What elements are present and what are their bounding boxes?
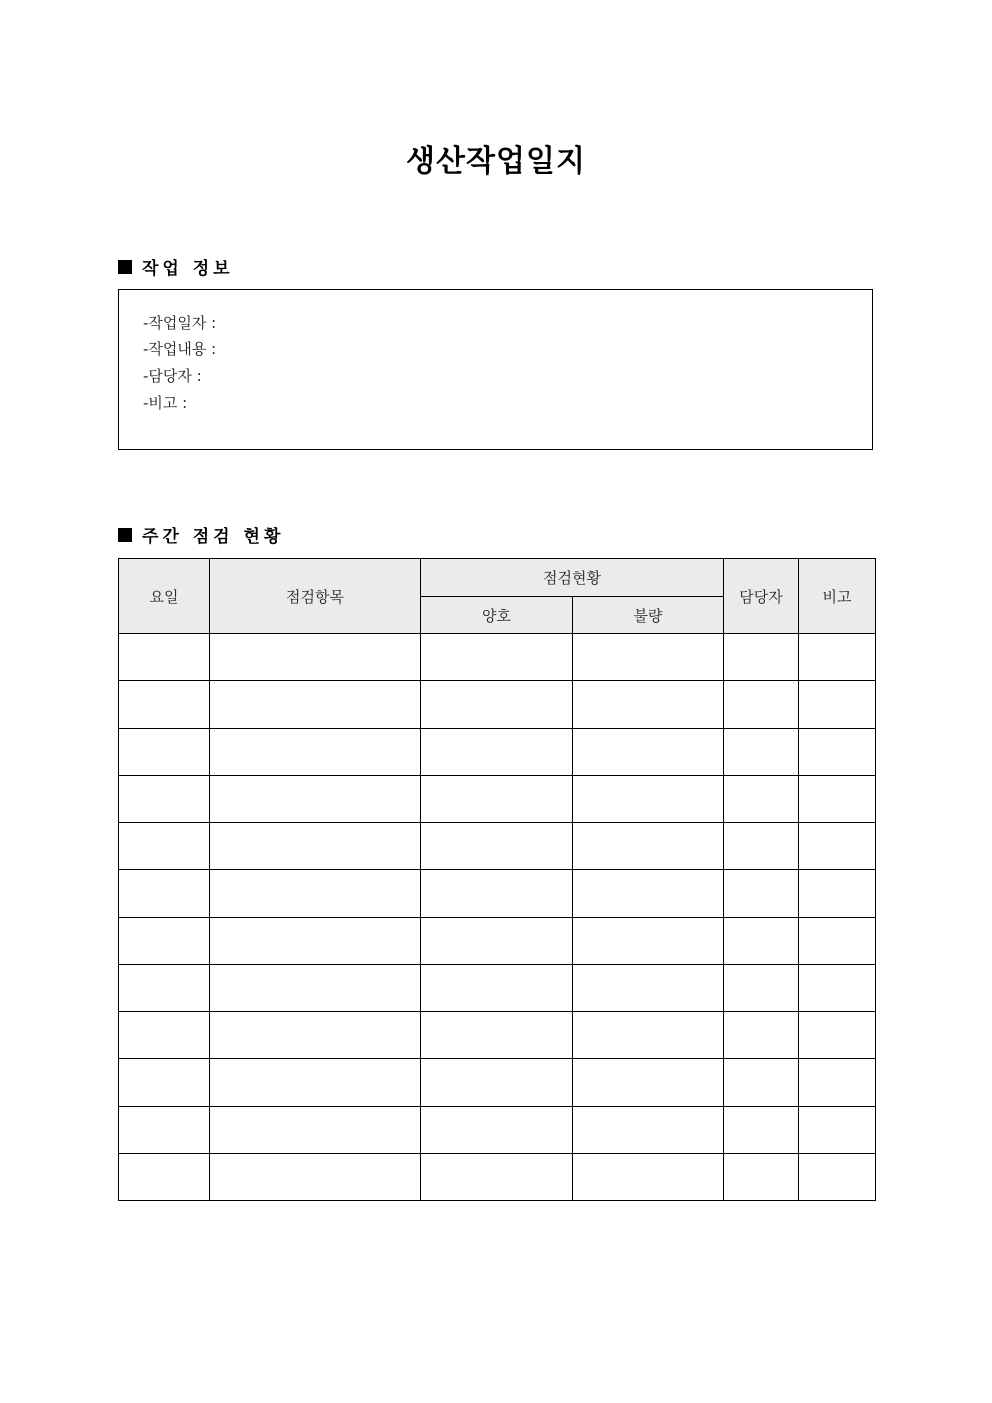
cell-remarks[interactable] <box>799 1059 876 1106</box>
cell-manager[interactable] <box>724 1106 799 1153</box>
cell-remarks[interactable] <box>799 870 876 917</box>
weekly-check-table <box>118 558 876 1201</box>
cell-check-item[interactable] <box>210 1106 421 1153</box>
column-header-bad: 불량 <box>573 597 724 634</box>
column-header-good: 양호 <box>421 597 573 634</box>
section-heading-work-info <box>118 254 234 279</box>
cell-bad[interactable] <box>573 775 724 822</box>
column-header-check-item: 점검항목 <box>210 559 421 634</box>
cell-good[interactable] <box>421 1012 573 1059</box>
cell-bad[interactable] <box>573 634 724 681</box>
cell-good[interactable] <box>421 634 573 681</box>
cell-good[interactable] <box>421 681 573 728</box>
cell-check-item[interactable] <box>210 870 421 917</box>
column-header-day: 요일 <box>119 559 210 634</box>
cell-check-item[interactable] <box>210 823 421 870</box>
column-header-manager: 담당자 <box>724 559 799 634</box>
cell-check-item[interactable] <box>210 1059 421 1106</box>
cell-bad[interactable] <box>573 728 724 775</box>
column-header-check-status: 점검현황 <box>421 559 724 597</box>
cell-manager[interactable] <box>724 1153 799 1200</box>
cell-remarks[interactable] <box>799 775 876 822</box>
field-remarks[interactable]: -비고 : <box>143 394 188 412</box>
cell-remarks[interactable] <box>799 634 876 681</box>
cell-good[interactable] <box>421 870 573 917</box>
table-row <box>119 728 876 775</box>
cell-manager[interactable] <box>724 823 799 870</box>
cell-day[interactable] <box>119 1059 210 1106</box>
cell-day[interactable] <box>119 681 210 728</box>
cell-check-item[interactable] <box>210 728 421 775</box>
table-row <box>119 1059 876 1106</box>
section-heading-text: 주간 점검 현황 <box>142 527 285 547</box>
table-row <box>119 775 876 822</box>
table-row <box>119 823 876 870</box>
field-manager[interactable]: -담당자 : <box>143 367 202 385</box>
column-header-remarks: 비고 <box>799 559 876 634</box>
cell-bad[interactable] <box>573 1106 724 1153</box>
cell-bad[interactable] <box>573 681 724 728</box>
section-heading-text: 작업 정보 <box>142 259 234 279</box>
cell-manager[interactable] <box>724 964 799 1011</box>
cell-bad[interactable] <box>573 1059 724 1106</box>
cell-remarks[interactable] <box>799 681 876 728</box>
cell-day[interactable] <box>119 1012 210 1059</box>
cell-remarks[interactable] <box>799 1012 876 1059</box>
cell-day[interactable] <box>119 775 210 822</box>
page-title: 생산작업일지 <box>406 144 586 179</box>
cell-check-item[interactable] <box>210 775 421 822</box>
cell-check-item[interactable] <box>210 634 421 681</box>
cell-day[interactable] <box>119 823 210 870</box>
section-heading-weekly-check <box>118 522 284 547</box>
cell-good[interactable] <box>421 823 573 870</box>
cell-remarks[interactable] <box>799 917 876 964</box>
field-work-content[interactable]: -작업내용 : <box>143 340 217 358</box>
cell-bad[interactable] <box>573 917 724 964</box>
cell-manager[interactable] <box>724 728 799 775</box>
table-row <box>119 634 876 681</box>
cell-day[interactable] <box>119 870 210 917</box>
cell-good[interactable] <box>421 964 573 1011</box>
cell-manager[interactable] <box>724 1012 799 1059</box>
cell-check-item[interactable] <box>210 1012 421 1059</box>
cell-remarks[interactable] <box>799 1153 876 1200</box>
cell-manager[interactable] <box>724 681 799 728</box>
cell-day[interactable] <box>119 728 210 775</box>
cell-manager[interactable] <box>724 634 799 681</box>
cell-good[interactable] <box>421 728 573 775</box>
cell-good[interactable] <box>421 1106 573 1153</box>
cell-bad[interactable] <box>573 870 724 917</box>
cell-check-item[interactable] <box>210 681 421 728</box>
cell-remarks[interactable] <box>799 728 876 775</box>
cell-manager[interactable] <box>724 775 799 822</box>
square-bullet-icon <box>118 260 132 274</box>
cell-day[interactable] <box>119 917 210 964</box>
cell-check-item[interactable] <box>210 917 421 964</box>
table-row <box>119 681 876 728</box>
cell-remarks[interactable] <box>799 823 876 870</box>
cell-manager[interactable] <box>724 870 799 917</box>
cell-manager[interactable] <box>724 1059 799 1106</box>
table-row <box>119 964 876 1011</box>
cell-bad[interactable] <box>573 1012 724 1059</box>
cell-day[interactable] <box>119 634 210 681</box>
cell-good[interactable] <box>421 1059 573 1106</box>
table-row <box>119 917 876 964</box>
cell-day[interactable] <box>119 1153 210 1200</box>
cell-good[interactable] <box>421 917 573 964</box>
table-row <box>119 1153 876 1200</box>
cell-good[interactable] <box>421 1153 573 1200</box>
cell-bad[interactable] <box>573 964 724 1011</box>
field-work-date[interactable]: -작업일자 : <box>143 314 217 332</box>
cell-day[interactable] <box>119 1106 210 1153</box>
cell-day[interactable] <box>119 964 210 1011</box>
cell-manager[interactable] <box>724 917 799 964</box>
cell-remarks[interactable] <box>799 964 876 1011</box>
cell-remarks[interactable] <box>799 1106 876 1153</box>
cell-check-item[interactable] <box>210 1153 421 1200</box>
table-row <box>119 1106 876 1153</box>
table-row <box>119 870 876 917</box>
square-bullet-icon <box>118 528 132 542</box>
cell-good[interactable] <box>421 775 573 822</box>
table-row <box>119 1012 876 1059</box>
cell-bad[interactable] <box>573 823 724 870</box>
work-info-box <box>118 289 873 450</box>
cell-check-item[interactable] <box>210 964 421 1011</box>
cell-bad[interactable] <box>573 1153 724 1200</box>
